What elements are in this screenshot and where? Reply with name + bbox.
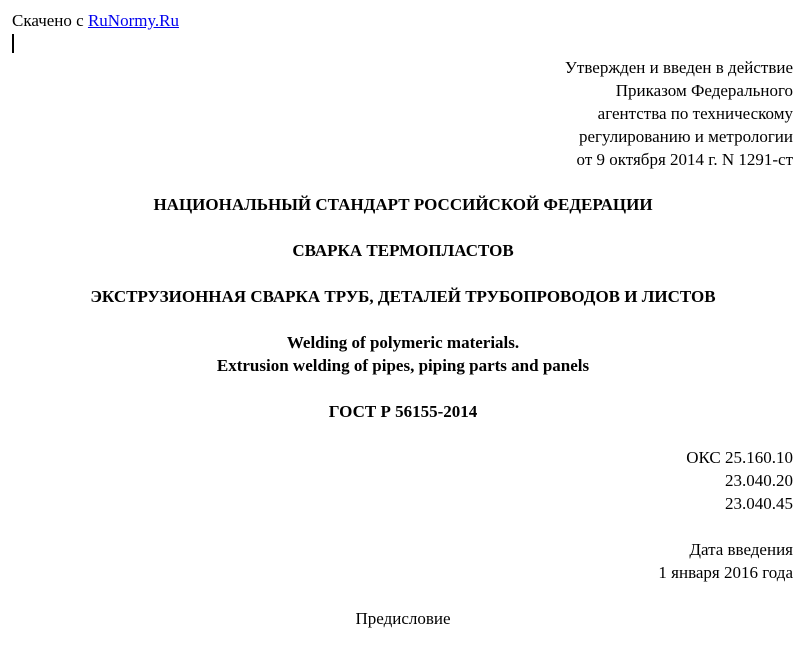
approval-line-4: регулированию и метрологии	[578, 127, 793, 146]
text-cursor	[12, 34, 14, 53]
oks-code-2: 23.040.20	[725, 471, 793, 490]
approval-line-2: Приказом Федерального	[615, 81, 793, 100]
gost-number: ГОСТ Р 56155-2014	[328, 402, 478, 421]
oks-code-1: ОКС 25.160.10	[686, 448, 793, 467]
preface-heading: Предисловие	[355, 609, 451, 628]
english-title-line-2: Extrusion welding of pipes, piping parts and panels	[216, 356, 590, 375]
runormy-link[interactable]: RuNormy.Ru	[87, 11, 179, 30]
approval-line-5: от 9 октября 2014 г. N 1291-ст	[576, 150, 793, 169]
standard-subtitle-heading: ЭКСТРУЗИОННАЯ СВАРКА ТРУБ, ДЕТАЛЕЙ ТРУБОПРОВОДОВ И ЛИСТОВ	[90, 287, 716, 306]
introduction-date-label: Дата введения	[689, 540, 793, 559]
approval-line-1: Утвержден и введен в действие	[564, 58, 793, 77]
english-title-line-1: Welding of polymeric materials.	[286, 333, 520, 352]
national-standard-heading: НАЦИОНАЛЬНЫЙ СТАНДАРТ РОССИЙСКОЙ ФЕДЕРАЦИИ	[153, 195, 653, 214]
download-prefix: Скачено с	[12, 11, 88, 30]
download-source-line	[12, 9, 179, 32]
oks-code-3: 23.040.45	[725, 494, 793, 513]
standard-subject-heading: СВАРКА ТЕРМОПЛАСТОВ	[292, 241, 514, 260]
approval-line-3: агентства по техническому	[597, 104, 793, 123]
introduction-date-value: 1 января 2016 года	[658, 563, 793, 582]
